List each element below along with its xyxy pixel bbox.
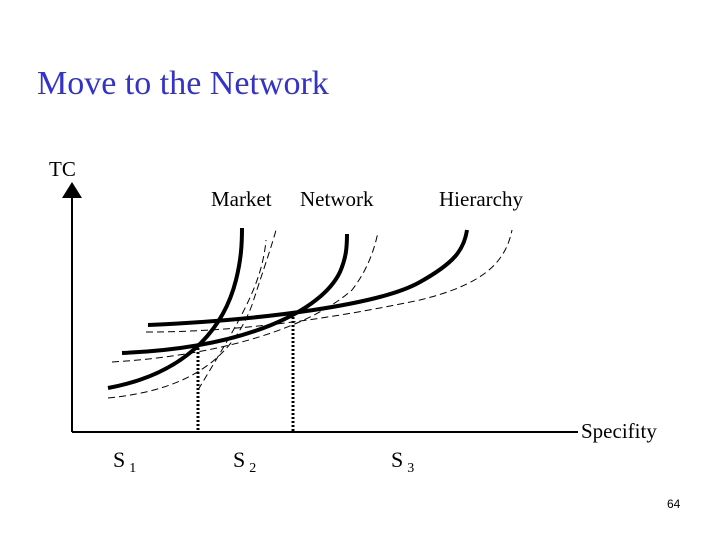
page-number: 64 — [667, 497, 681, 511]
s3-index: 3 — [407, 461, 416, 476]
market-curve-shifted-2 — [198, 240, 266, 390]
s2-index: 2 — [249, 461, 258, 476]
market-curve — [108, 228, 242, 388]
hierarchy-label: Hierarchy — [439, 187, 523, 211]
slide-title: Move to the Network — [37, 65, 329, 102]
network-curve — [122, 234, 347, 353]
s1-letter: S — [113, 447, 127, 472]
s2-letter: S — [233, 447, 247, 472]
s1-label — [113, 447, 137, 482]
x-axis-label: Specifity — [581, 419, 657, 443]
market-curve-shifted — [108, 230, 276, 398]
s3-label — [391, 447, 415, 482]
network-label: Network — [300, 187, 374, 211]
y-axis-label: TC — [49, 157, 76, 181]
hierarchy-curve-shifted — [146, 230, 512, 332]
s1-index: 1 — [129, 461, 138, 476]
network-curve-shifted — [112, 232, 378, 362]
hierarchy-curve — [148, 230, 467, 325]
s3-letter: S — [391, 447, 405, 472]
market-label: Market — [211, 187, 272, 211]
s2-label — [233, 447, 257, 482]
